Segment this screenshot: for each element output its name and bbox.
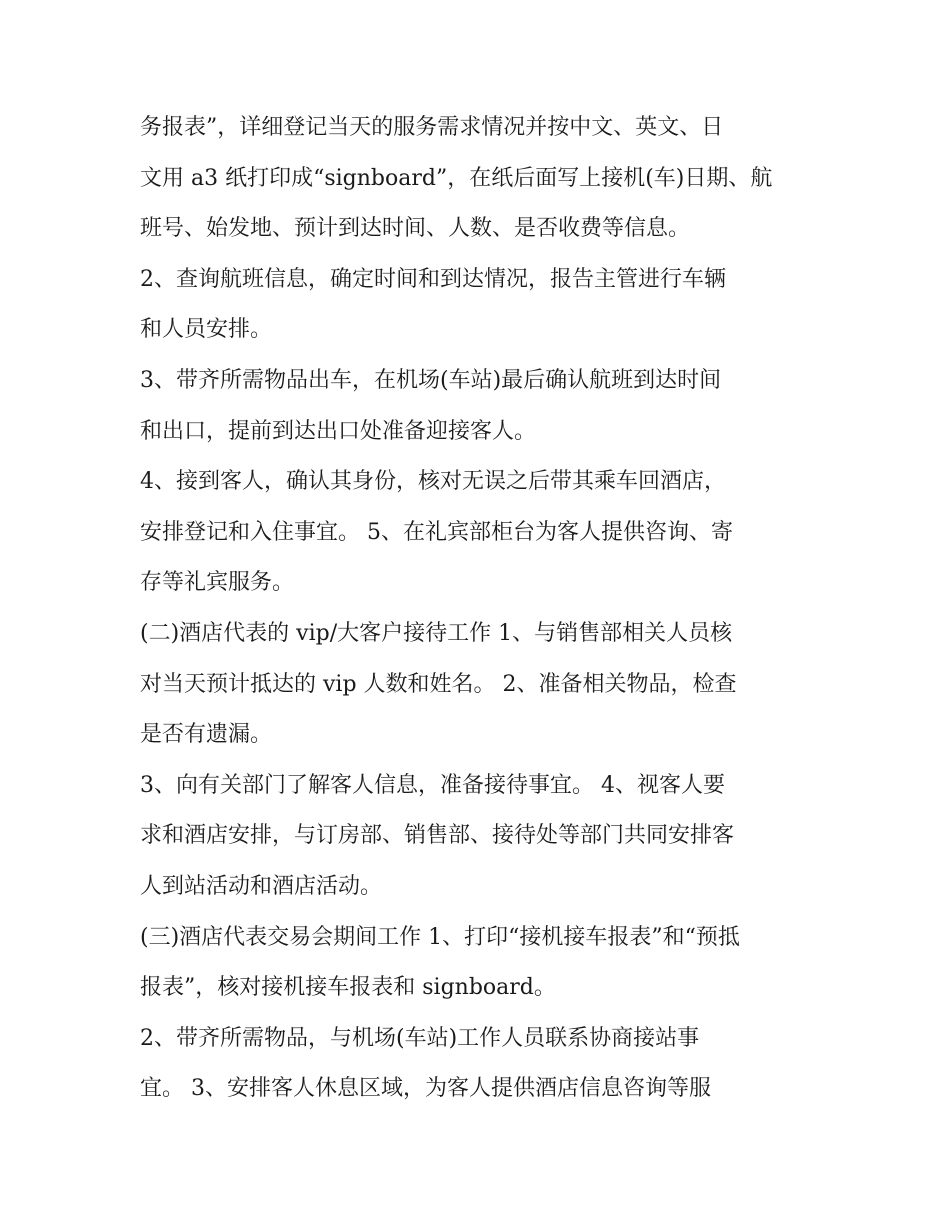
text-line: 务报表”，详细登记当天的服务需求情况并按中文、英文、日 [140, 115, 724, 140]
text-line: 报表”，核对接机接车报表和 signboard。 [140, 975, 556, 1001]
text-line: 4、接到客人，确认其身份，核对无误之后带其乘车回酒店， [140, 469, 726, 495]
text-line: 2、带齐所需物品，与机场(车站)工作人员联系协商接站事 [140, 1025, 700, 1051]
text-line: 宜。 3、安排客人休息区域，为客人提供酒店信息咨询等服 [140, 1076, 711, 1102]
text-line: 存等礼宾服务。 [140, 570, 295, 596]
text-line: 3、向有关部门了解客人信息，准备接待事宜。 4、视客人要 [140, 772, 725, 798]
text-line: 文用 a3 纸打印成“signboard”，在纸后面写上接机(车)日期、航 [140, 165, 773, 191]
text-line: 和人员安排。 [140, 317, 273, 343]
text-line: (二)酒店代表的 vip/大客户接待工作 1、与销售部相关人员核 [140, 620, 733, 646]
text-line: (三)酒店代表交易会期间工作 1、打印“接机接车报表”和“预抵 [140, 924, 740, 950]
text-line: 对当天预计抵达的 vip 人数和姓名。 2、准备相关物品，检查 [140, 671, 737, 697]
text-line: 3、带齐所需物品出车，在机场(车站)最后确认航班到达时间 [140, 367, 722, 393]
text-line: 是否有遗漏。 [140, 722, 273, 748]
text-line: 人到站活动和酒店活动。 [140, 873, 383, 899]
text-line: 和出口，提前到达出口处准备迎接客人。 [140, 418, 537, 444]
document-body [140, 103, 820, 1115]
text-line: 安排登记和入住事宜。 5、在礼宾部柜台为客人提供咨询、寄 [140, 519, 733, 545]
text-line: 2、查询航班信息，确定时间和到达情况，报告主管进行车辆 [140, 266, 726, 292]
text-line: 求和酒店安排，与订房部、销售部、接待处等部门共同安排客 [140, 823, 735, 849]
text-line: 班号、始发地、预计到达时间、人数、是否收费等信息。 [140, 216, 691, 242]
